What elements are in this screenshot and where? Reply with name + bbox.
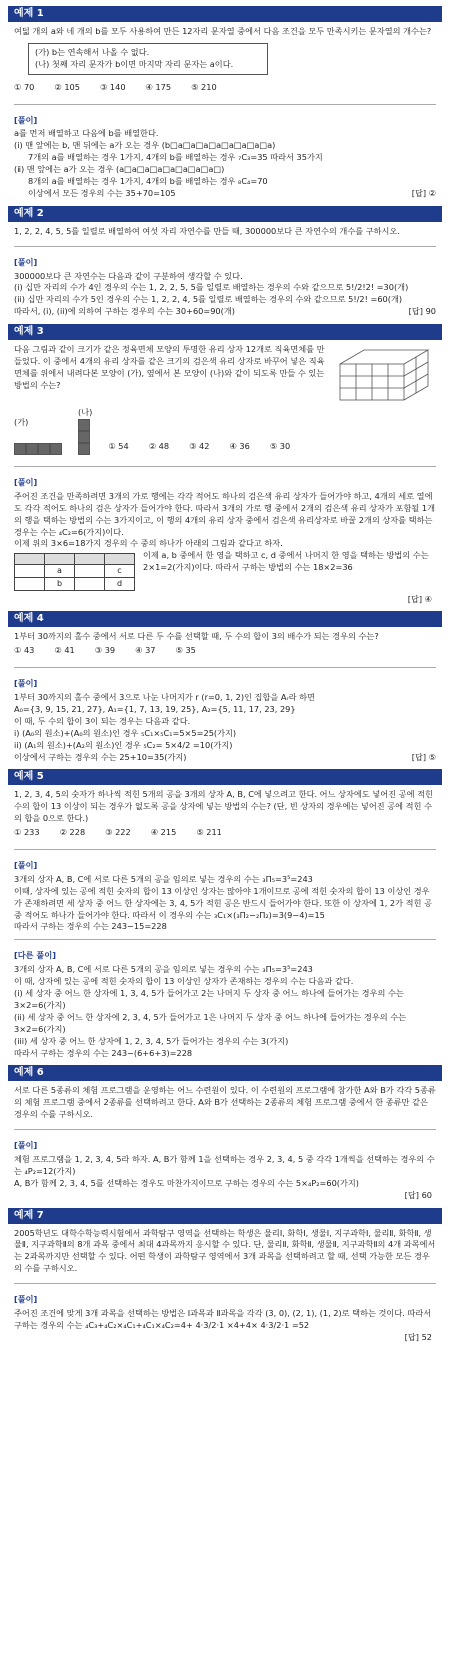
answer-choices (14, 643, 436, 659)
choice: ① 70 (14, 81, 35, 92)
cell-c: c (105, 565, 135, 578)
choice: ① 43 (14, 645, 35, 656)
solution-line: 체험 프로그램을 1, 2, 3, 4, 5라 하자. A, B가 함께 1을 선택하는 경우 2, 3, 4, 5 중 각각 1개씩을 선택하는 경우의 수는 ₄P₂=12(가지) (14, 1153, 435, 1176)
choice: ④ 36 (229, 441, 250, 452)
choice: ② 228 (59, 827, 86, 838)
box-cell (26, 443, 38, 455)
side-view (78, 407, 92, 455)
example-1-question (8, 22, 442, 98)
solution-line: 따라서, (i), (ii)에 의하여 구하는 경우의 수는 30+60=90(개) (14, 306, 235, 317)
top-view (14, 417, 62, 455)
question-text: 1부터 30까지의 홀수 중에서 서로 다른 두 수를 선택할 때, 두 수의 합이 3의 배수가 되는 경우의 수는? (14, 631, 379, 642)
choice: ④ 215 (150, 827, 177, 838)
answer: [답] ⑤ (411, 751, 436, 762)
example-4-question (8, 627, 442, 661)
answer-choices (14, 80, 436, 96)
example-7-header: 예제 7 (8, 1208, 442, 1224)
alt-solution-title: [다른 풀이] (14, 950, 56, 961)
cell-d: d (105, 577, 135, 590)
answer: [답] ④ (407, 593, 432, 604)
choice: ② 105 (54, 81, 80, 92)
choice: ⑤ 210 (191, 81, 217, 92)
example-5-alt-solution (14, 939, 436, 1059)
solution-title: [풀이] (14, 477, 38, 488)
solution-line: A₀={3, 9, 15, 21, 27}, A₁={1, 7, 13, 19, 25}, A₂={5, 11, 17, 23, 29} (14, 704, 296, 715)
choice: ③ 222 (105, 827, 131, 838)
question-text: 1, 2, 3, 4, 5의 숫자가 하나씩 적힌 5개의 공을 3개의 상자 A, B, C에 넣으려고 한다. 어느 상자에도 넣어진 공에 적힌 수의 합이 13 이상이 되는 경우가 없도록 공을 상자에 넣는 방법의 수는? (단, 빈 상자의 경우에는 넣어진 공에 적힌 수의 합을 0으로 한다.) (14, 789, 433, 824)
question-text: 여덟 개의 a와 네 개의 b를 모두 사용하여 만든 12자리 문자열 중에서 다음 조건을 모두 만족시키는 문자열의 개수는? (14, 26, 432, 36)
choice: ① 233 (14, 827, 40, 838)
figure-views (14, 407, 436, 455)
box-cell (50, 443, 62, 455)
solution-line: 8개의 a를 배열하는 경우 1가지, 4개의 b를 배열하는 경우 ₈C₄=70 (28, 176, 268, 187)
solution-title: [풀이] (14, 1294, 38, 1305)
example-3-header: 예제 3 (8, 324, 442, 340)
solution-line: 이제 a, b 중에서 한 영을 택하고 c, d 중에서 나머지 한 영을 택하는 방법의 수는 2×1=2(가지)이다. 따라서 구하는 방법의 수는 18×2=36 (143, 550, 429, 573)
solution-line: 이상에서 모든 경우의 수는 35+70=105 (28, 187, 176, 198)
solution-line: 따라서 구하는 경우의 수는 243−15=228 (14, 921, 167, 932)
solution-line: 주어진 조건을 만족하려면 3개의 가로 행에는 각각 적어도 하나의 검은색 유리 상자가 들어가야 하고, 4개의 세로 열에도 각각 적어도 하나의 검은 상자가 들어가야 한다. 따라서 3개의 가로 행 중에서 2개의 검은색 유리 상자가 포함될 1개의 행을 택하는 방법의 수는 3가지이고, 이 행의 4개의 유리 상자 중에서 검은색 유리상자로 바꿀 2개의 상자를 택하는 경우는 수는 ₄C₂=6(가지)이다. (14, 490, 435, 537)
solution-line: ii) (A₁의 원소)+(A₂의 원소)인 경우 ₅C₂= 5×4/2 =10(가지) (14, 739, 233, 750)
choice: ① 54 (108, 441, 129, 452)
cell-b: b (45, 577, 75, 590)
solution-line: 따라서 구하는 경우의 수는 243−(6+6+3)=228 (14, 1047, 193, 1058)
grid-table (14, 553, 135, 590)
choice: ② 41 (54, 645, 75, 656)
example-1-header: 예제 1 (8, 6, 442, 22)
solution-title: [풀이] (14, 256, 38, 267)
answer: [답] 60 (404, 1189, 432, 1200)
side-view-label: (나) (78, 407, 93, 418)
choice: ② 48 (148, 441, 170, 452)
example-5-solution (14, 849, 436, 933)
solution-line: (ⅱ) 맨 앞에는 a가 오는 경우 (a□a□a□a□a□a□a□a□) (14, 164, 225, 175)
choice: ⑤ 35 (175, 645, 196, 656)
example-4-solution (14, 667, 436, 763)
solution-title: [풀이] (14, 1140, 38, 1151)
box-cell (14, 443, 26, 455)
formula: 5!/2! =60(개) (348, 294, 403, 305)
choice: ③ 42 (189, 441, 210, 452)
answer: [답] 90 (408, 306, 436, 317)
cell-a: a (45, 565, 75, 578)
box-cell (38, 443, 50, 455)
solution-line: (iii) 세 상자 중 어느 한 상자에 1, 2, 3, 4, 5가 들어가는 경우의 수는 3(가지) (14, 1035, 289, 1046)
example-5-question (8, 785, 442, 843)
solution-line: (ii) 십만 자리의 수가 5인 경우의 수는 1, 2, 2, 4, 5를 일렬로 배열하는 경우의 수와 같으므로 (14, 294, 346, 305)
example-7-solution (14, 1283, 436, 1344)
box-cell (78, 419, 90, 431)
example-3-question (8, 340, 442, 460)
choice: ④ 175 (145, 81, 172, 92)
solution-line: 3개의 상자 A, B, C에 서로 다른 5개의 공을 임의로 넣는 경우의 수는 ₃Π₅=3⁵=243 (14, 873, 313, 884)
choice: ⑤ 30 (269, 441, 291, 452)
solution-line: 이 때, 두 수의 합이 3이 되는 경우는 다음과 같다. (14, 715, 191, 726)
example-6-header: 예제 6 (8, 1065, 442, 1081)
solution-line: 주어진 조건에 맞게 3개 과목을 선택하는 방법은 Ⅰ과목과 Ⅱ과목을 각각 (3, 0), (2, 1), (1, 2)로 택하는 것이다. 따라서 구하는 경우의 수는 ₄C₃+₄C₂×₄C₁+₄C₁×₄C₂=4+ 4·3/2·1 ×4+4× 4·3/2·1 =52 (14, 1307, 432, 1330)
example-3-solution (14, 466, 436, 605)
answer-choices (108, 439, 290, 455)
solution-title: [풀이] (14, 114, 38, 125)
solution-line: 이 때, 상자에 있는 공에 적힌 숫자의 합이 13 이상인 상자가 존재하는 경우의 수는 다음과 같다. (14, 976, 354, 987)
solution-line: (i) 십만 자리의 수가 4인 경우의 수는 1, 2, 2, 5, 5를 일렬로 배열하는 경우의 수와 같으므로 (14, 282, 344, 293)
cuboid-figure (336, 344, 436, 404)
solution-line: 7개의 a를 배열하는 경우 1가지, 4개의 b를 배열하는 경우 ₇C₃=35 따라서 35가지 (28, 152, 323, 163)
choice: ③ 39 (94, 645, 116, 656)
solution-line: 1부터 30까지의 홀수 중에서 3으로 나눈 나머지가 r (r=0, 1, 2)인 집합을 Aᵣ라 하면 (14, 692, 315, 703)
choice: ⑤ 211 (196, 827, 222, 838)
solution-title: [풀이] (14, 678, 38, 689)
example-2-solution (14, 246, 436, 318)
choice: ③ 140 (99, 81, 126, 92)
question-text: 다음 그림과 같이 크기가 같은 정육면체 모양의 투명한 유리 상자 12개로 직육면체를 만들었다. 이 중에서 4개의 유리 상자를 같은 크기의 검은색 유리 상자로 바꾸어 넣은 직육면체를 위에서 내려다본 모양이 (가), 옆에서 본 모양이 (나)와 같이 되도록 만들 수 있는 방법의 수는? (14, 344, 325, 390)
solution-line: A, B가 함께 2, 3, 4, 5를 선택하는 경우도 마찬가지이므로 구하는 경우의 수는 5×₄P₂=60(가지) (14, 1177, 359, 1188)
solution-line: (ii) 세 상자 중 어느 한 상자에 2, 3, 4, 5가 들어가고 1은 나머지 두 상자 중 어느 하나에 들어가는 경우의 수는 3×2=6(가지) (14, 1011, 407, 1034)
choice: ④ 37 (135, 645, 156, 656)
solution-line: (i) 세 상자 중 어느 한 상자에 1, 3, 4, 5가 들어가고 2는 나머지 두 상자 중 어느 하나에 들어가는 경우의 수는 3×2=6(가지) (14, 988, 404, 1010)
answer-choices (14, 825, 436, 841)
example-2-header: 예제 2 (8, 206, 442, 222)
solution-line: 이때, 상자에 있는 공에 적힌 숫자의 합이 13 이상인 상자는 많아야 1개이므로 공에 적힌 숫자의 합이 13 이상인 경우가 존재하려면 세 상자 중 어느 한 상자에는 3, 4, 5가 적힌 공은 반드시 들어가야 한다. 또한 이 상자에 1, 2가 적힌 공 중 적어도 하나가 들어가야 한다. 따라서 이 경우의 수는 ₃C₁×(₃Π₂−₂Π₂)=3(9−4)=15 (14, 885, 432, 920)
condition-2: (나) 첫째 자리 문자가 b이면 마지막 자리 문자는 a이다. (35, 58, 234, 69)
condition-box (28, 43, 268, 75)
example-6-solution (14, 1129, 436, 1201)
example-6-question: 서로 다른 5종류의 체험 프로그램을 운영하는 어느 수련원이 있다. 이 수련원의 프로그램에 참가한 A와 B가 각각 5종류의 체험 프로그램 중에서 2종류를 선택하려고 한다. A와 B가 선택하는 2종류의 체험 프로그램 중에서 한 종류만 같은 경우의 수를 구하시오. (14, 1085, 436, 1120)
formula: 5!/2!2! =30(개) (345, 282, 409, 293)
solution-title: [풀이] (14, 860, 38, 871)
answer: [답] 52 (404, 1331, 432, 1342)
solution-line: 3개의 상자 A, B, C에 서로 다른 5개의 공을 임의로 넣는 경우의 수는 ₃Π₅=3⁵=243 (14, 964, 313, 975)
solution-line: 이상에서 구하는 경우의 수는 25+10=35(가지) (14, 751, 187, 762)
box-cell (78, 443, 90, 455)
example-2-question: 1, 2, 2, 4, 5, 5를 일렬로 배열하여 여섯 자리 자연수를 만들 때, 300000보다 큰 자연수의 개수를 구하시오. (14, 225, 400, 236)
answer: [답] ② (411, 187, 436, 198)
solution-line: 300000보다 큰 자연수는 다음과 같이 구분하여 생각할 수 있다. (14, 270, 243, 281)
example-1-solution (14, 104, 436, 200)
top-view-label: (가) (14, 417, 29, 428)
solution-line: i) (A₀의 원소)+(A₀의 원소)인 경우 ₅C₁×₅C₁=5×5=25(가지) (14, 727, 237, 738)
box-cell (78, 431, 90, 443)
solution-line: 이제 위의 3×6=18가지 경우의 수 중의 하나가 아래의 그림과 같다고 하자. (14, 538, 283, 549)
example-5-header: 예제 5 (8, 769, 442, 785)
solution-line: (ⅰ) 맨 앞에는 b, 맨 뒤에는 a가 오는 경우 (b□a□a□a□a□a□a□a□a) (14, 140, 276, 151)
solution-line: a를 먼저 배열하고 다음에 b를 배열한다. (14, 128, 159, 139)
example-7-question: 2005학년도 대학수학능력시험에서 과학탐구 영역을 선택하는 학생은 물리Ⅰ, 화학Ⅰ, 생물Ⅰ, 지구과학Ⅰ, 물리Ⅱ, 화학Ⅱ, 생물Ⅱ, 지구과학Ⅱ의 8개 과목 중에서 최대 4과목까지 응시할 수 있다. 단, 물리Ⅱ, 화학Ⅱ, 생물Ⅱ, 지구과학Ⅱ의 4개 과목에서는 2과목까지만 선택할 수 있다. 어떤 학생이 과학탐구 영역에서 3개 과목을 선택하려고 할 때, 선택 가능한 모든 경우의 수를 구하시오. (14, 1227, 436, 1274)
condition-1: (가) b는 연속해서 나올 수 없다. (35, 46, 150, 57)
example-4-header: 예제 4 (8, 611, 442, 627)
